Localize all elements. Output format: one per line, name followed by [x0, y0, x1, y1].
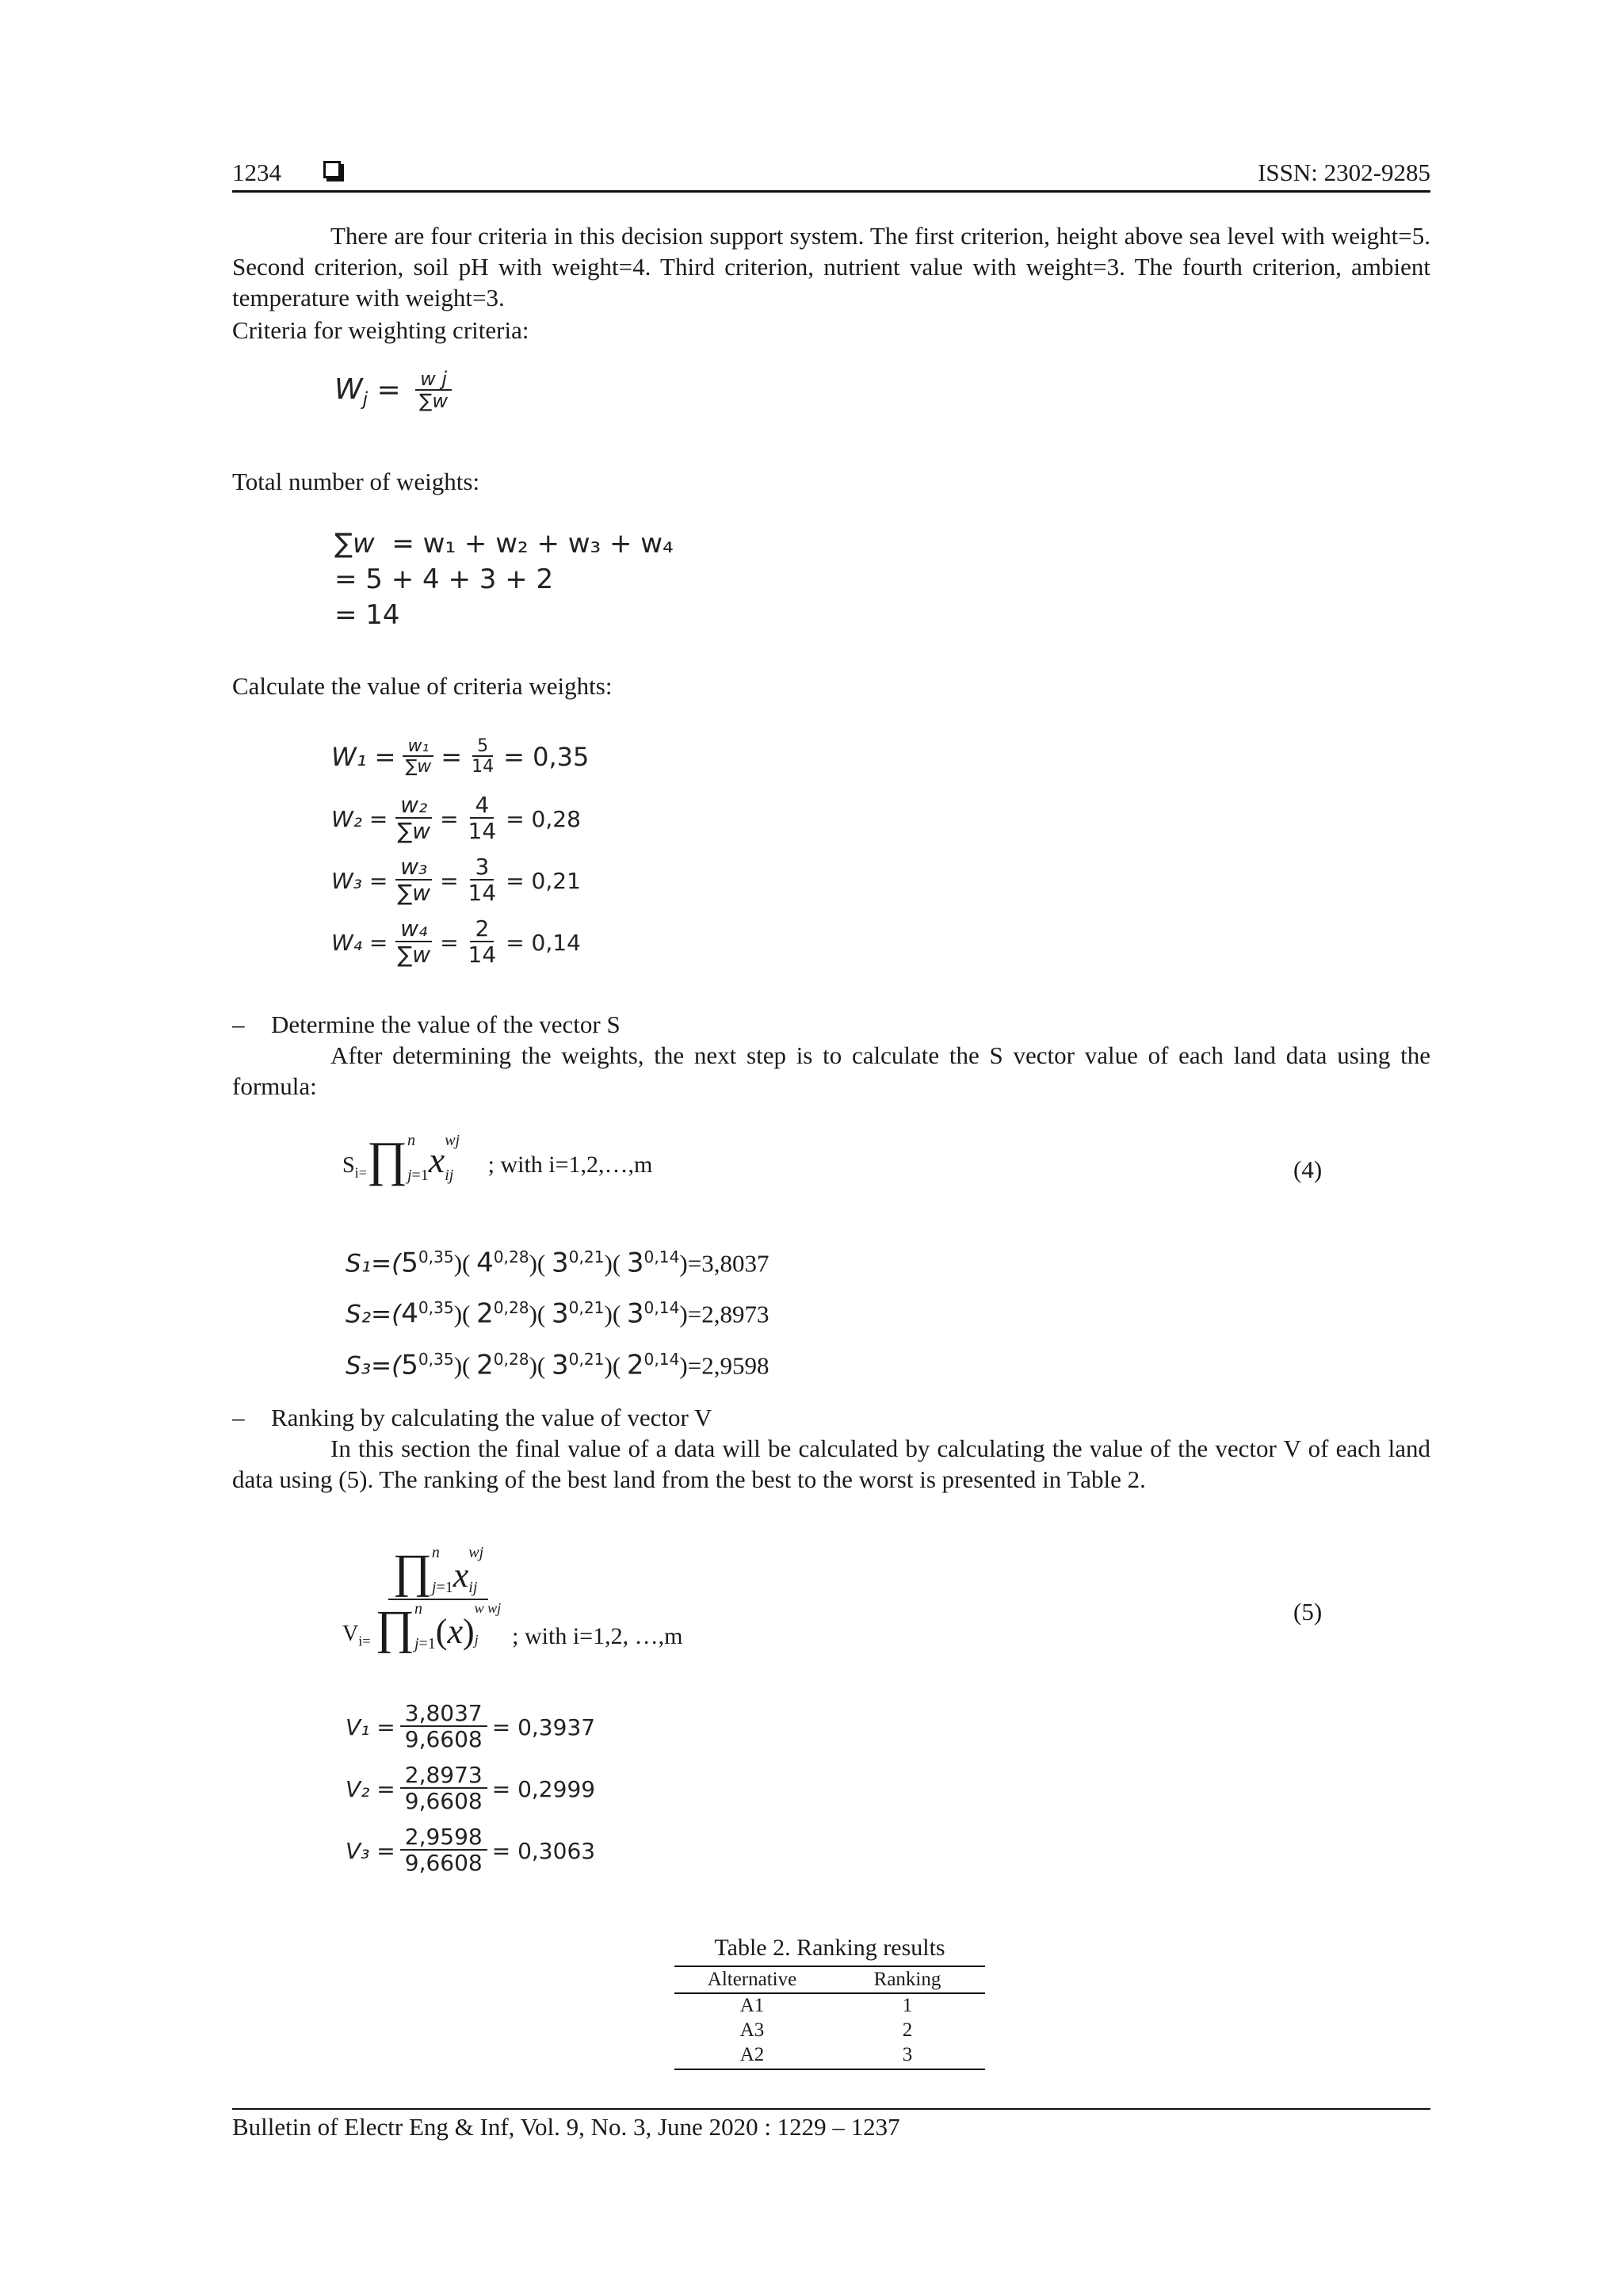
- sum-weights: ∑w = w₁ + w₂ + w₃ + w₄ = 5 + 4 + 3 + 2 = 14: [334, 526, 674, 633]
- bullet-dash: –: [232, 1404, 245, 1431]
- vector-v-paragraph: In this section the final value of a data will be calculated by calculating the value of the vector V of each land data using (5). The ranking of the best land from the best to the worst is presented in Table 2.: [232, 1435, 1430, 1493]
- s-formula: $S_{i=}\prod n$ j=1xwj ij ; with i=1,2,…,m: [342, 1132, 653, 1186]
- bullet-dash: –: [232, 1010, 245, 1038]
- v-formula: $V_{i=}$ ∏n j=1xwj ij ∏n j=1(x)w wj j ; with i=1,2, …,m: [342, 1544, 683, 1653]
- s-with-text: ; with i=1,2,…,m: [487, 1152, 653, 1178]
- weight-row: W₁ = $\frac{\text{w₁}}{\sum w}$ = $\frac{5}{14}$ = 0,35: [331, 735, 590, 777]
- s-values: [346, 1235, 769, 1388]
- weight-cden: 14: [472, 756, 495, 777]
- table-header-ranking: Ranking: [873, 1969, 941, 1990]
- table-header-alternative: Alternative: [707, 1969, 797, 1990]
- table-cell-alternative: A1: [739, 1995, 765, 2016]
- sum-line-2: = 5 + 4 + 3 + 2: [334, 563, 554, 595]
- intro-paragraph: There are four criteria in this decision support system. The first criterion, height above sea level with weight=5. Second criterion, soil pH with weight=4. Third criterion, nutrient value with weight=3. The fourth criterion, ambient temperature with weight=3.: [232, 222, 1430, 311]
- vector-s-paragraph: After determining the weights, the next step is to calculate the S vector value of each land data using the formula:: [232, 1041, 1430, 1100]
- weight-result: = 0,14: [506, 929, 581, 956]
- s-row: $S_2=(4^{0,35})$( 2$^{0,28}$)( 3$^{0,21}$)( $3^{0,14})=2,8973$: [346, 1297, 769, 1330]
- footer-citation: Bulletin of Electr Eng & Inf, Vol. 9, No. 3, June 2020 : 1229 – 1237: [232, 2113, 900, 2141]
- weight-cden: 14: [468, 817, 497, 844]
- weight-formula: $W_j$ = $\frac{\text{w j}}{\sum w}$: [334, 369, 457, 413]
- weight-lhs: W₄: [331, 929, 362, 956]
- weight-lhs: W₁: [331, 742, 367, 772]
- weight-cnum: 2: [470, 917, 494, 942]
- weight-cden: 14: [468, 879, 497, 906]
- header-rule: [232, 190, 1430, 193]
- table-caption: Table 2. Ranking results: [714, 1935, 945, 1961]
- weight-row: W₃ = $\frac{\text{w₃}}{\sum w}$ = $\frac{3}{14}$ = 0,21: [331, 854, 581, 906]
- v-values: [346, 1696, 595, 1881]
- eq-number-4: (4): [1293, 1156, 1323, 1183]
- weight-result: = 0,21: [506, 867, 581, 894]
- table-cell-alternative: A2: [739, 2044, 765, 2065]
- v-row: V₁ = $\frac{3,8037}{9,6608}$ = 0,3937: [346, 1700, 596, 1752]
- vector-s-bullet: Determine the value of the vector S: [271, 1010, 621, 1038]
- weight-cnum: 5: [472, 737, 493, 757]
- v-row: V₂ = $\frac{2,8973}{9,6608}$ = 0,2999: [346, 1762, 596, 1814]
- calc-label: Calculate the value of criteria weights:: [232, 672, 613, 700]
- v-with-text: ; with i=1,2, …,m: [512, 1623, 683, 1649]
- table-bottom-rule: [674, 2069, 985, 2070]
- weight-row: W₂ = $\frac{\text{w₂}}{\sum w}$ = $\frac{4}{14}$ = 0,28: [331, 792, 581, 844]
- s-row: $S_3=(5^{0,35})$( 2$^{0,28}$)( 3$^{0,21}$)( $2^{0,14})=2,9598$: [346, 1348, 769, 1381]
- criteria-label: Criteria for weighting criteria:: [232, 316, 529, 344]
- weight-num: w₃: [400, 854, 428, 881]
- weight-result: = 0,35: [503, 742, 590, 772]
- weight-result: = 0,28: [506, 805, 581, 832]
- weight-lhs: W₂: [331, 805, 362, 832]
- page-number: 1234: [232, 159, 281, 186]
- table-top-rule: [674, 1966, 985, 1967]
- weight-num: w₁: [407, 735, 430, 756]
- footer-rule: [232, 2108, 1430, 2110]
- weight-num: w₂: [400, 792, 428, 819]
- sum-line-3: = 14: [334, 599, 400, 631]
- eq-number-5: (5): [1293, 1598, 1323, 1626]
- table-cell-ranking: 3: [902, 2044, 913, 2065]
- weight-lhs: W₃: [331, 867, 362, 894]
- weight-cnum: 4: [470, 793, 494, 818]
- weight-row: W₄ = $\frac{\text{w₄}}{\sum w}$ = $\frac{2}{14}$ = 0,14: [331, 915, 581, 968]
- table-cell-ranking: 1: [902, 1995, 913, 2016]
- table-cell-alternative: A3: [739, 2019, 765, 2041]
- table-cell-ranking: 2: [902, 2019, 913, 2041]
- weight-num: w₄: [400, 915, 428, 942]
- weight-cnum: 3: [470, 855, 494, 880]
- v-row: V₃ = $\frac{2,9598}{9,6608}$ = 0,3063: [346, 1824, 596, 1876]
- sum-line-1: = w₁ + w₂ + w₃ + w₄: [391, 528, 674, 560]
- table-header-rule: [674, 1992, 985, 1994]
- weights-block: [331, 726, 589, 973]
- weight-cden: 14: [468, 941, 497, 968]
- square-bullet-icon: [323, 161, 341, 181]
- total-label: Total number of weights:: [232, 468, 480, 495]
- vector-v-bullet: Ranking by calculating the value of vector V: [271, 1404, 712, 1431]
- s-row: $S_1=(5^{0,35})$( 4$^{0,28}$)( 3$^{0,21}$)( $3^{0,14})=3,8037$: [346, 1247, 769, 1279]
- issn: ISSN: 2302-9285: [1258, 159, 1430, 186]
